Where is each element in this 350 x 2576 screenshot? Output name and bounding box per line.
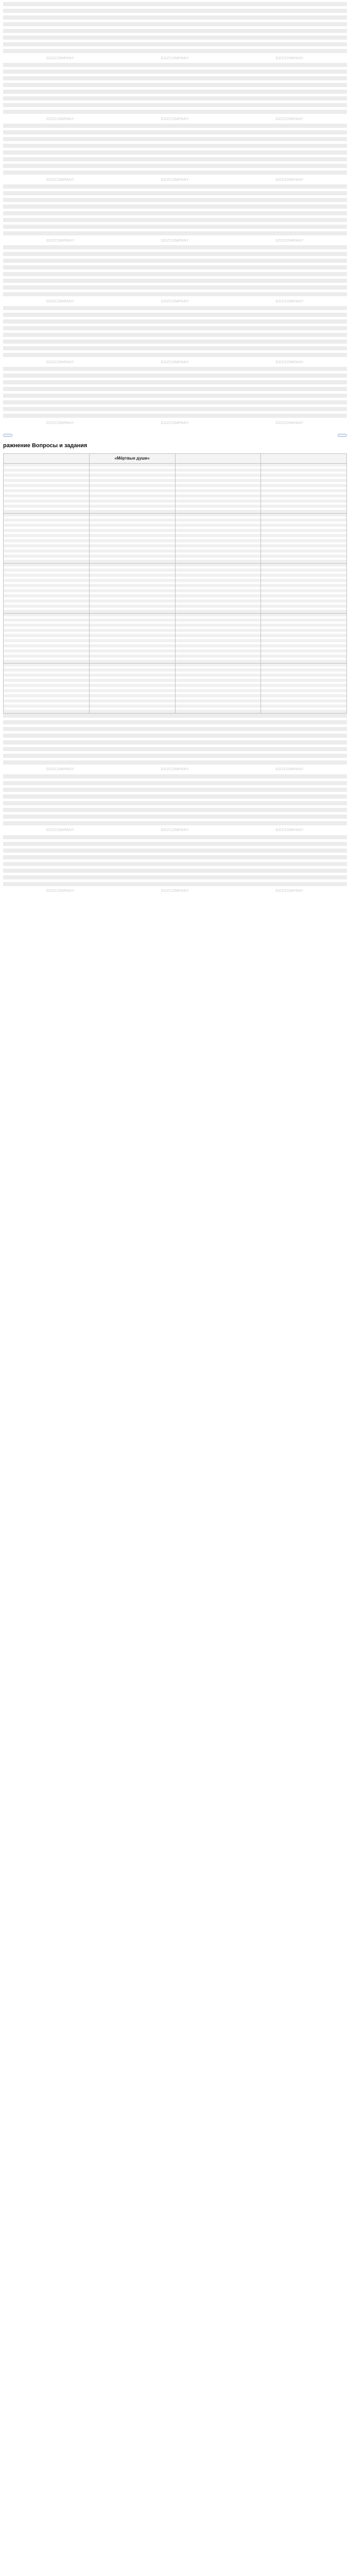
closing-text	[3, 714, 347, 895]
table-cell	[261, 663, 347, 713]
watermark: GDZCOMPANY	[46, 360, 75, 364]
watermark-row	[3, 889, 347, 895]
intro-text	[3, 2, 347, 427]
watermark: GDZCOMPANY	[161, 299, 189, 303]
table-cell	[89, 513, 175, 563]
watermark: GDZCOMPANY	[161, 421, 189, 425]
table-header-cell	[175, 453, 261, 463]
watermark: GDZCOMPANY	[46, 421, 75, 425]
watermark: GDZCOMPANY	[46, 299, 75, 303]
table-header-cell: «Мёртвые души»	[89, 453, 175, 463]
watermark: GDZCOMPANY	[161, 56, 189, 60]
exercise-nav	[3, 434, 347, 437]
paragraph	[3, 333, 347, 345]
table-header-cell	[4, 453, 90, 463]
watermark: GDZCOMPANY	[46, 178, 75, 182]
table-cell	[89, 563, 175, 613]
paragraph	[3, 225, 347, 237]
table-cell	[261, 513, 347, 563]
next-exercise-button[interactable]	[338, 434, 347, 437]
paragraph	[3, 164, 347, 176]
table-cell	[89, 613, 175, 663]
paragraph	[3, 90, 347, 102]
prev-exercise-button[interactable]	[3, 434, 12, 437]
table-row	[4, 513, 347, 563]
table-header-cell	[261, 453, 347, 463]
paragraph	[3, 124, 347, 136]
watermark: GDZCOMPANY	[275, 421, 304, 425]
watermark: GDZCOMPANY	[161, 117, 189, 121]
paragraph	[3, 259, 347, 271]
paragraph	[3, 150, 347, 163]
watermark: GDZCOMPANY	[275, 828, 304, 833]
paragraph	[3, 714, 347, 726]
table-cell	[175, 463, 261, 513]
paragraph	[3, 801, 347, 814]
paragraph	[3, 346, 347, 359]
watermark: GDZCOMPANY	[275, 239, 304, 243]
table-cell	[4, 613, 90, 663]
table-cell	[89, 463, 175, 513]
paragraph	[3, 727, 347, 739]
paragraph	[3, 740, 347, 753]
watermark-row	[3, 177, 347, 183]
paragraph	[3, 15, 347, 28]
paragraph	[3, 211, 347, 224]
paragraph	[3, 198, 347, 210]
table-cell	[4, 563, 90, 613]
document-page	[0, 0, 350, 906]
watermark: GDZCOMPANY	[161, 768, 189, 772]
watermark: GDZCOMPANY	[275, 117, 304, 121]
paragraph	[3, 862, 347, 874]
paragraph	[3, 835, 347, 848]
table-row	[4, 613, 347, 663]
watermark: GDZCOMPANY	[275, 360, 304, 364]
table-cell	[175, 613, 261, 663]
watermark: GDZCOMPANY	[161, 889, 189, 893]
paragraph	[3, 137, 347, 149]
table-cell	[4, 513, 90, 563]
paragraph	[3, 319, 347, 332]
watermark: GDZCOMPANY	[46, 117, 75, 121]
table-cell	[261, 613, 347, 663]
paragraph	[3, 184, 347, 197]
paragraph	[3, 367, 347, 379]
table-cell	[89, 663, 175, 713]
watermark-row	[3, 767, 347, 773]
watermark: GDZCOMPANY	[161, 178, 189, 182]
paragraph	[3, 875, 347, 888]
watermark-row	[3, 56, 347, 62]
watermark-row	[3, 360, 347, 366]
watermark: GDZCOMPANY	[46, 889, 75, 893]
paragraph	[3, 285, 347, 298]
watermark: GDZCOMPANY	[46, 239, 75, 243]
section-title: ражнение Вопросы и задания	[3, 443, 87, 449]
watermark: GDZCOMPANY	[161, 239, 189, 243]
watermark: GDZCOMPANY	[275, 56, 304, 60]
table-cell	[261, 563, 347, 613]
table-row	[4, 563, 347, 613]
paragraph	[3, 849, 347, 861]
watermark-row	[3, 420, 347, 427]
watermark: GDZCOMPANY	[46, 828, 75, 833]
paragraph	[3, 63, 347, 75]
paragraph	[3, 272, 347, 284]
paragraph	[3, 394, 347, 406]
paragraph	[3, 245, 347, 258]
table-cell	[4, 463, 90, 513]
watermark-row	[3, 828, 347, 834]
paragraph	[3, 2, 347, 14]
watermark-row	[3, 116, 347, 123]
paragraph	[3, 29, 347, 41]
table-cell	[175, 513, 261, 563]
table-row	[4, 463, 347, 513]
table-row	[4, 663, 347, 713]
paragraph	[3, 380, 347, 393]
paragraph	[3, 407, 347, 419]
table-cell	[261, 463, 347, 513]
watermark: GDZCOMPANY	[275, 768, 304, 772]
watermark: GDZCOMPANY	[161, 828, 189, 833]
table-header-row	[4, 453, 347, 463]
watermark: GDZCOMPANY	[275, 889, 304, 893]
paragraph	[3, 788, 347, 800]
watermark: GDZCOMPANY	[275, 299, 304, 303]
paragraph	[3, 103, 347, 115]
watermark: GDZCOMPANY	[161, 360, 189, 364]
watermark-row	[3, 238, 347, 244]
paragraph	[3, 76, 347, 89]
comparison-table	[3, 453, 347, 714]
paragraph	[3, 774, 347, 787]
table-cell	[4, 663, 90, 713]
watermark: GDZCOMPANY	[46, 768, 75, 772]
paragraph	[3, 306, 347, 318]
paragraph	[3, 815, 347, 827]
watermark-row	[3, 299, 347, 305]
paragraph	[3, 42, 347, 55]
table-cell	[175, 663, 261, 713]
watermark: GDZCOMPANY	[275, 178, 304, 182]
watermark: GDZCOMPANY	[46, 56, 75, 60]
paragraph	[3, 754, 347, 766]
table-cell	[175, 563, 261, 613]
